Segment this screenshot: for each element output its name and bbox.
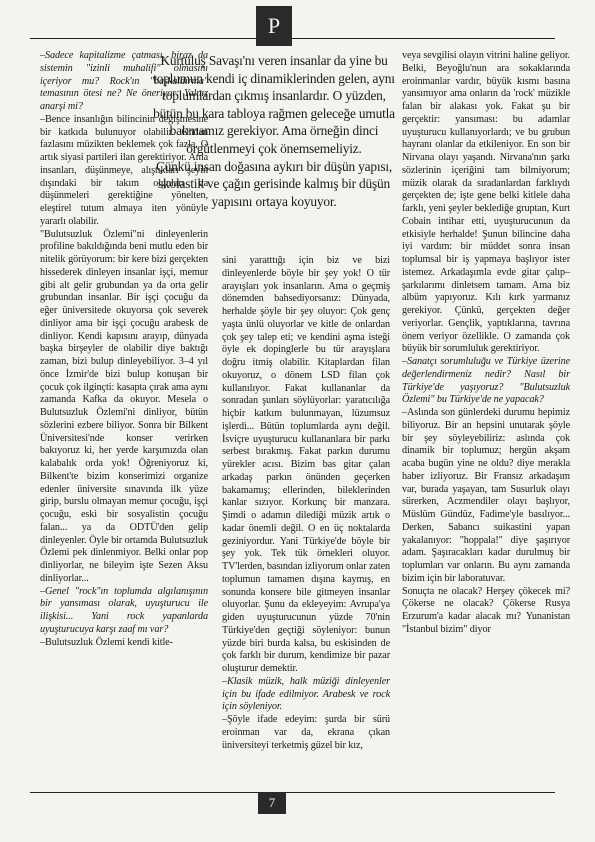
answer-paragraph: –Bence insanlığın bilincinin değişmesine bir katkıda bulunuyor olabilir. Ondan fazlasını müzikten beklemek çok fazla. O artık siyasi partileri ilan gerektiriyor. Ama insanları, düşünmeye, alıştıkları şeyin dışındaki bir takım olguları da düşünmeleri gerektiğine yönelten, eleştirel tutum almaya iten yönüyle yararlı olabilir. [40, 113, 208, 227]
top-rule [30, 38, 555, 39]
pull-quote-text-2: Çünkü insan doğasına aykırı bir düşün yapısı, skolastik ve çağın gerisinde kalmış bir düşün yapısını ortaya koyuyor. [155, 158, 393, 209]
question-paragraph: –Sadece kapitalizme çatması, biraz da sistemin "izinli muhalifi" olmasını içeriyor mu? Rock'ın "başkaldırma" temasının ötesi ne? Ne öneriyor: Yalnız anarşi mi? [40, 50, 208, 112]
answer-paragraph: –Aslında son günlerdeki durumu hepimiz biliyoruz. Bir an hepsini unutarak şöyle bir şey söyleyebiliriz: aslında çok dinamik bir toplumuz; hergün akşam acaba bugün yine ne oldu? diye merakla haber izliyoruz. Bir Fransız arkadaşım var, burada yaşayan, tam Susurluk olayı sürerken, Aczmendiler olayı başlıyor, Müslüm Gündüz, Fadime'yle basılıyor... Derken, Sabancı suikastini yapan yakalanıyor: "hoppala!" diye şaşırıyor adam. Şaşıracakları kadar durulmuş bir toplumları var onların. Bu aynı zamanda bizim için bir laboratuvar. [402, 407, 570, 584]
answer-paragraph: "Bulutsuzluk Özlemi"ni dinleyenlerin profiline bakıldığında beni mutlu eden bir nitelik görüyorum: bir kere bizi gerçekten hissederek dinleyen insanlar işçi, memur gibi alt gelir grubundan ya da orta gelir grubundan insanlar. Bir işçi çocuğu da eğer üniversitede okuyorsa çok severek dinliyor ama bir işçi çocuğu arabesk de dinliyor. Kendi kapısını arayıp, dünyada başka birşeyler de olabilir diye baktığı zaman, bizi bulup dinleyebiliyor. 3–4 yıl önce İzmir'de bizi bulup konuşan bir çocuk çok ilginçti: kasapta çırak ama aynı zamanda Kafka da okuyor. Mesela o Bulutsuzluk Özlemi'ni dinliyor, bütün sözlerini ezbere biliyor. Sonra bir Bilkent Üniversitesi'nde konser verirken bakıyoruz ki, her yerde karşımızda olan kalabalık orda yok! Öğreniyoruz ki, Bilkent'te bizim konserimizi organize edenler üniversite sınavında ilk yüze girip, burslu olmayan memur çocuğu, işçi çocuğu, eski bir sosyalistin çocuğu falan... ya da ODTÜ'den gelip dinleyenler. Öyle bir ortamda Bulutsuzluk Özlemi pek dinlenmiyor. Belki onlar pop dinliyorlar, ne bileyim işte Sezen Aksu dinliyorlar... [40, 228, 208, 584]
answer-paragraph: veya sevgilisi olayın vitrini haline geliyor. Belki, Beyoğlu'nun ara sokaklarında eroinmanlar vardır, büyük kısmı basına yansımıyor ama onların da 'rock' müzikle falan bir alakası yok. Fakat şu bir gerçektir: yansıması: bu adamlar uyuşturucu kullanıyorlardı; ve bu grubun hayranı olanlar da etkileniyor. En son bir Nirvana olayı yaşandı. Nirvana'nın şarkı sözlerinin içeriğini tam bilmiyorum; müzik olarak da sıradanlardan farklıydı gerçekten de; işte gene belki kitlele daha farklı, yeni şeyler beklediğe gruptan, Kurt Cobain intihar etti, uyuşturucunun da etkisiyle herhalde! Şunun bilincine daha iyi vardım: bir müddet sonra insan toplumsal bir iş yapmaya başlıyor ister istemez. Arkadaşımla evde gitar çalıp–şarkılarımı dinletsem tamam. Ama biz albüm yapıyoruz. Kılı kırk yarmanız gerekiyor. Çünkü, gerçekten değer veriyorlar. Gençlik, yaptıklarına, tavrına önem veriyor özellikle. O zamanda çok büyük bir sorumluluk gerektiriyor. [402, 50, 570, 355]
answer-paragraph: –Bulutsuzluk Özlemi kendi kitle- [40, 636, 173, 648]
question-paragraph: –Sanatçı sorumluluğu ve Türkiye üzerine değerlendirmeniz nedir? Nasıl bir Türkiye'de yaşıyoruz? "Bulutsuzluk Özlemi" bu Türkiye'de ne yapacak? [402, 356, 570, 406]
page-number-box [258, 792, 286, 814]
pull-quote [146, 52, 402, 210]
page-number: 7 [268, 795, 276, 810]
column-2 [222, 255, 390, 752]
section-tab [256, 6, 292, 46]
question-paragraph: –Klasik müzik, halk müziği dinleyenler için bu ifade edilmiyor. Arabesk ve rock için söyleniyor. [222, 675, 390, 713]
answer-paragraph: –Şöyle ifade edeyim: şurda bir sürü eroinman var da, ekrana çıkan üniversiteyi terketmiş güzel bir kız, [222, 714, 390, 751]
answer-paragraph: Sonuçta ne olacak? Herşey çökecek mi? Çökerse ne olacak? Çökerse Rusya Erzurum'a kadar alacak mı? Yunanistan "İstanbul bizim" diyor [402, 585, 570, 635]
bottom-rule [30, 792, 555, 793]
question-paragraph: –Genel "rock"ın toplumda algılanışının bir yansıması olarak, uyuşturucu ile ilişkisi... Yani rock yapanlarda uyuşturucuya karşı zaaf mı var? [40, 585, 208, 635]
section-letter: P [267, 13, 281, 38]
column-3 [402, 50, 570, 637]
pull-quote-text-1: Kurtuluş Savaşı'nı veren insanlar da yine bu toplumun kendi iç dinamiklerinden gelen, aynı toplumlardan çıkmış insanlardır. O yüzden, bütün bu kara tabloya rağmen geleceğe umutla bakmamız gerekiyor. Ama örneğin dinci örgütlenmeyi çok önemsemeliyiz. [153, 53, 395, 156]
answer-paragraph: sini yaratttığı için biz ve bizi dinleyenlerde böyle bir şey yok! O tür arayışları yok insanların. Ama o geçmiş dönemden bahsediyorsanız: Dünyada, herhalde şöyle bir şey oluyor: Çok genç yaşta ünlü oluyorlar ve kitle de onlardan çok şey talep eti; ve kendini aşma isteği öyle ek dopinglerle bu tür arayışlara doğru itmiş olabilir. Kitaplardan filan okuyoruz, o dönem LSD filan çok kullanılıyor. Fakat kullananlar da sonradan şunları söylüyorlar: yaratıcılığa hiçbir katkım bulunmayan, lüzumsuz işlerdi... Bütün toplumlarda aynı değil. İsviçre uyuşturucu kullananlara bir parkı serbest bırakmış. Fakat parkın durumu yürekler acısı. Bizim bas gitar çalan arkadaş parkın önünden geçerken bakamamış; ellerinden, bileklerinden kanlar sızıyor. Korkunç bir manzara. Şimdi o adamın dilediği müzik artık o kadar önemli değil. O en üç noktalarda geziniyordur. Yani Türkiye'de böyle bir şey yok. Tek tük örnekleri oluyor. TV'lerden, basından izliyorum onlar zaten toplumun tamamen dışına kaymış, en sonunda konsere bile gitmeyen insanlar oluyorlar. Şunu da ekleyeyim: Avrupa'ya giden uyuşturucunun yüzde 70'nin Türkiye'den geçtiği söyleniyor: bunun yüzde biri burda kalsa, bu eskisinden de çok farklı bir durum, kendimize bir pazar oluşturur demektir. [222, 255, 390, 674]
